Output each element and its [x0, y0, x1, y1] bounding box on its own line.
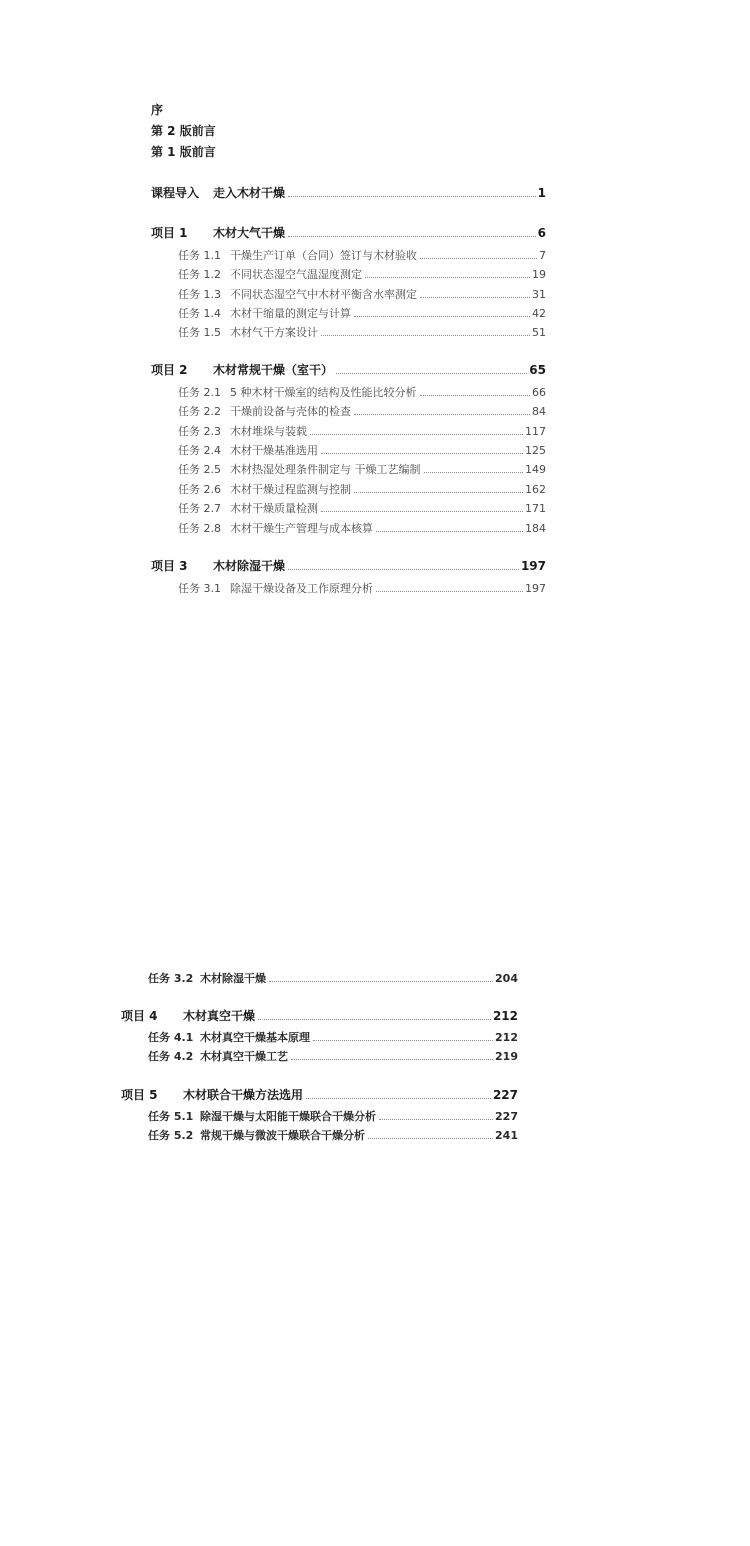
task-number: 任务 2.7: [178, 502, 221, 515]
dot-leader: [376, 531, 523, 532]
task-number: 任务 1.2: [178, 268, 221, 281]
chapter-title: 木材大气干燥: [213, 226, 286, 240]
page-number: 227: [495, 1110, 518, 1123]
page-number: 1: [537, 186, 546, 200]
page-number: 42: [532, 307, 546, 320]
dot-leader: [321, 335, 530, 336]
toc-task-4-1: [148, 1030, 518, 1046]
chapter-number: 项目 1: [151, 226, 188, 240]
toc-task-2-4: [178, 443, 546, 459]
task-title: 5 种木材干燥室的结构及性能比较分析: [230, 386, 417, 399]
page-number: 212: [492, 1009, 518, 1023]
task-number: 任务 2.8: [178, 522, 221, 535]
dot-leader: [376, 591, 523, 592]
chapter-title: 木材除湿干燥: [213, 559, 286, 573]
dot-leader: [291, 1059, 493, 1060]
task-title: 木材热湿处理条件制定与 干燥工艺编制: [230, 463, 421, 476]
toc-task-2-7: [178, 501, 546, 517]
toc-task-3-1: [178, 581, 546, 597]
dot-leader: [306, 1098, 491, 1099]
task-title: 木材真空干燥工艺: [200, 1050, 288, 1063]
page-number: 219: [495, 1050, 518, 1063]
dot-leader: [313, 1040, 493, 1041]
dot-leader: [365, 277, 530, 278]
toc-task-1-2: [178, 267, 546, 283]
toc-task-1-1: [178, 248, 546, 264]
chapter-title: 木材常规干燥（室干）: [213, 363, 334, 377]
task-title: 木材气干方案设计: [230, 326, 318, 339]
task-title: 干燥前设备与壳体的检查: [230, 405, 351, 418]
dot-leader: [269, 981, 493, 982]
page-number: 197: [520, 559, 546, 573]
task-number: 任务 2.4: [178, 444, 221, 457]
task-number: 任务 5.2: [148, 1129, 194, 1142]
dot-leader: [321, 511, 523, 512]
task-title: 常规干燥与微波干燥联合干燥分析: [200, 1129, 365, 1142]
task-title: 木材干燥生产管理与成本核算: [230, 522, 373, 535]
page-number: 66: [532, 386, 546, 399]
task-number: 任务 3.1: [178, 582, 221, 595]
page-number: 149: [525, 463, 546, 476]
page-number: 212: [495, 1031, 518, 1044]
task-number: 任务 1.4: [178, 307, 221, 320]
dot-leader: [354, 414, 530, 415]
task-number: 任务 2.1: [178, 386, 221, 399]
task-title: 木材除湿干燥: [200, 972, 266, 985]
task-title: 不同状态湿空气温湿度测定: [230, 268, 362, 281]
chapter-number: 项目 4: [121, 1009, 158, 1023]
page-number: 6: [537, 226, 546, 240]
dot-leader: [420, 258, 537, 259]
toc-task-1-5: [178, 325, 546, 341]
toc-task-2-3: [178, 424, 546, 440]
dot-leader: [420, 395, 531, 396]
chapter-title: 木材联合干燥方法选用: [183, 1088, 304, 1102]
dot-leader: [424, 472, 524, 473]
page-number: 197: [525, 582, 546, 595]
toc-chapter-project-2: [151, 362, 546, 378]
page-number: 7: [539, 249, 546, 262]
chapter-number: 课程导入: [151, 186, 200, 200]
task-title: 木材干缩量的测定与计算: [230, 307, 351, 320]
dot-leader: [354, 492, 523, 493]
task-number: 任务 5.1: [148, 1110, 194, 1123]
dot-leader: [288, 236, 536, 237]
front-item-2nd-edition-foreword: 第 2 版前言: [151, 124, 216, 138]
toc-task-5-2: [148, 1128, 518, 1144]
page-number: 125: [525, 444, 546, 457]
task-title: 不同状态湿空气中木材平衡含水率测定: [230, 288, 417, 301]
dot-leader: [288, 196, 536, 197]
task-number: 任务 4.2: [148, 1050, 194, 1063]
page-number: 241: [495, 1129, 518, 1142]
front-item-preface: 序: [151, 103, 164, 117]
toc-task-5-1: [148, 1109, 518, 1125]
task-number: 任务 2.6: [178, 483, 221, 496]
toc-chapter-project-4: [121, 1008, 518, 1024]
page-number: 204: [495, 972, 518, 985]
toc-chapter-project-5: [121, 1087, 518, 1103]
toc-chapter-intro: [151, 185, 546, 201]
page-number: 162: [525, 483, 546, 496]
page-number: 227: [492, 1088, 518, 1102]
task-number: 任务 1.5: [178, 326, 221, 339]
task-number: 任务 4.1: [148, 1031, 194, 1044]
dot-leader: [354, 316, 530, 317]
chapter-title: 走入木材干燥: [213, 186, 286, 200]
dot-leader: [288, 569, 519, 570]
page-number: 84: [532, 405, 546, 418]
task-title: 木材真空干燥基本原理: [200, 1031, 310, 1044]
toc-task-2-6: [178, 482, 546, 498]
task-title: 除湿干燥设备及工作原理分析: [230, 582, 373, 595]
dot-leader: [336, 373, 527, 374]
page-number: 31: [532, 288, 546, 301]
toc-task-1-4: [178, 306, 546, 322]
task-title: 木材干燥基准选用: [230, 444, 318, 457]
page-number: 19: [532, 268, 546, 281]
dot-leader: [368, 1138, 493, 1139]
toc-task-2-2: [178, 404, 546, 420]
task-number: 任务 2.3: [178, 425, 221, 438]
toc-task-3-2: [148, 971, 518, 987]
task-number: 任务 3.2: [148, 972, 194, 985]
dot-leader: [310, 434, 523, 435]
dot-leader: [321, 453, 523, 454]
dot-leader: [420, 297, 530, 298]
task-title: 木材干燥质量检测: [230, 502, 318, 515]
dot-leader: [258, 1019, 491, 1020]
chapter-number: 项目 2: [151, 363, 188, 377]
task-title: 干燥生产订单（合同）签订与木材验收: [230, 249, 417, 262]
page-number: 117: [525, 425, 546, 438]
task-title: 木材干燥过程监测与控制: [230, 483, 351, 496]
chapter-number: 项目 3: [151, 559, 188, 573]
toc-task-2-8: [178, 521, 546, 537]
page-number: 171: [525, 502, 546, 515]
toc-task-4-2: [148, 1049, 518, 1065]
front-item-1st-edition-foreword: 第 1 版前言: [151, 145, 216, 159]
task-title: 除湿干燥与太阳能干燥联合干燥分析: [200, 1110, 376, 1123]
task-number: 任务 2.2: [178, 405, 221, 418]
toc-task-1-3: [178, 287, 546, 303]
page-number: 65: [529, 363, 546, 377]
chapter-title: 木材真空干燥: [183, 1009, 256, 1023]
toc-task-2-1: [178, 385, 546, 401]
task-title: 木材堆垛与装载: [230, 425, 307, 438]
toc-chapter-project-3: [151, 558, 546, 574]
task-number: 任务 2.5: [178, 463, 221, 476]
page-number: 184: [525, 522, 546, 535]
task-number: 任务 1.3: [178, 288, 221, 301]
task-number: 任务 1.1: [178, 249, 221, 262]
toc-chapter-project-1: [151, 225, 546, 241]
toc-task-2-5: [178, 462, 546, 478]
dot-leader: [379, 1119, 493, 1120]
page-number: 51: [532, 326, 546, 339]
chapter-number: 项目 5: [121, 1088, 158, 1102]
